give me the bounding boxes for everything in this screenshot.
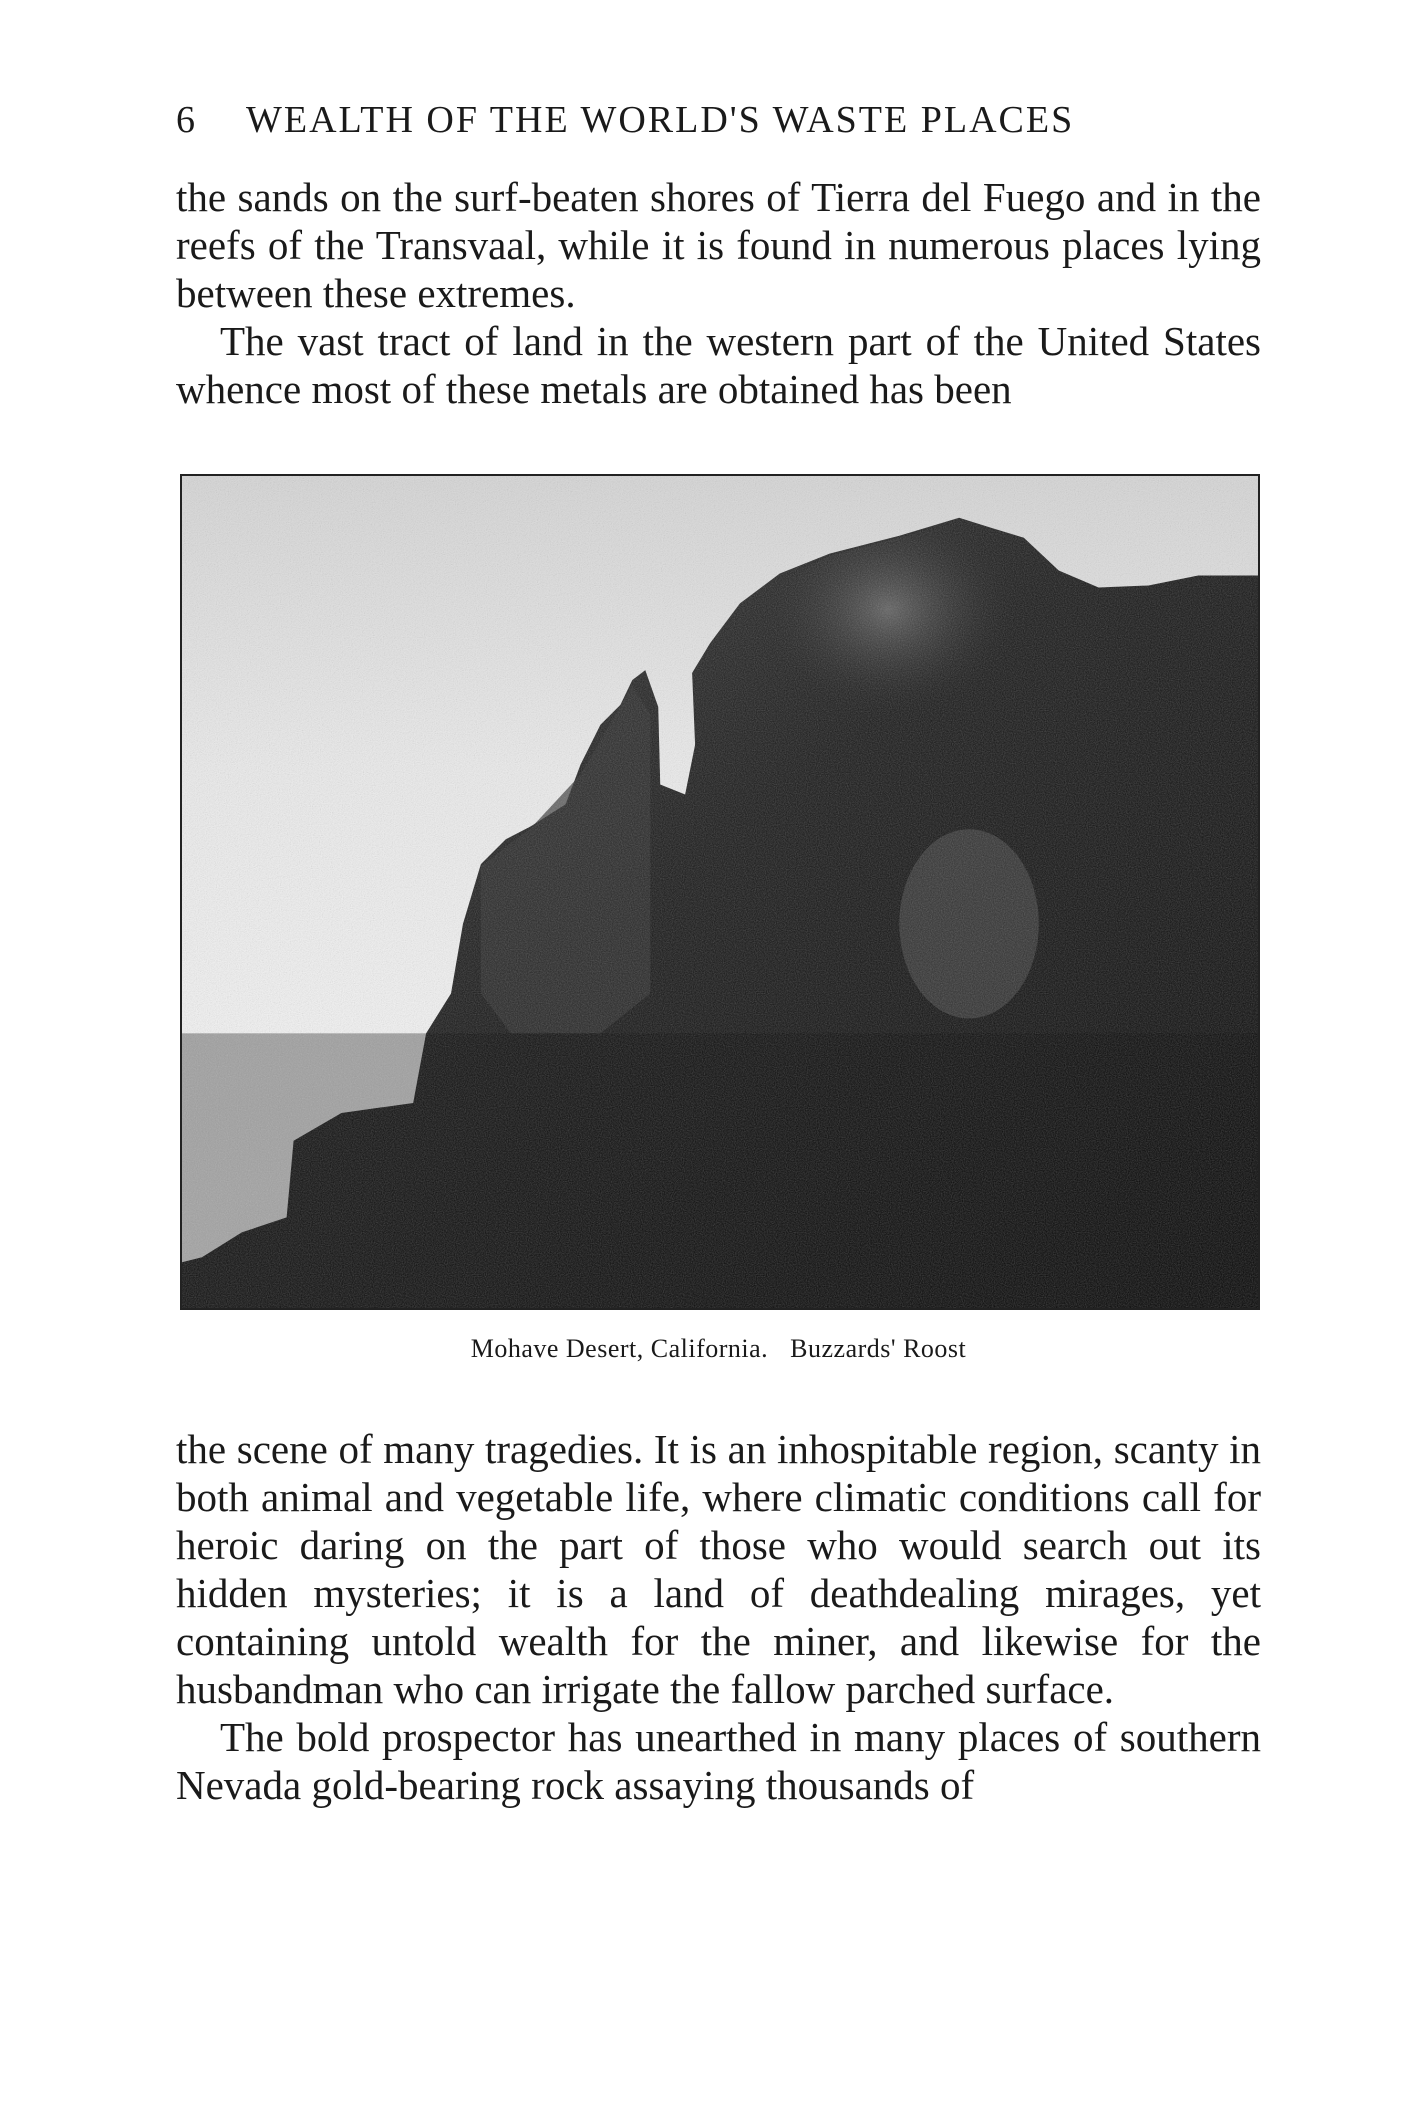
figure-caption bbox=[176, 1333, 1261, 1365]
page-number: 6 bbox=[176, 99, 197, 141]
halftone-grain bbox=[182, 476, 1258, 1308]
photograph-buzzards-roost bbox=[180, 474, 1260, 1310]
caption-place: Mohave Desert, California. bbox=[470, 1334, 769, 1363]
running-head bbox=[176, 96, 1266, 144]
paragraph: The vast tract of land in the western part of the United States whence most of these metals are obtained has been bbox=[176, 318, 1261, 412]
paragraph: the scene of many tragedies. It is an inhospitable region, scanty in both animal and vegetable life, where climatic conditions call for heroic daring on the part of those who would search out its hidden mysteries; it is a land of deathdealing mirages, yet containing untold wealth for the miner, and likewise for the husbandman who can irrigate the fallow parched surface. bbox=[176, 1426, 1261, 1712]
caption-title: Buzzards' Roost bbox=[790, 1334, 967, 1363]
running-title: WEALTH OF THE WORLD'S WASTE PLACES bbox=[246, 99, 1075, 141]
paragraph: the sands on the surf-beaten shores of Tierra del Fuego and in the reefs of the Transvaal, while it is found in numerous places lying between these extremes. bbox=[176, 174, 1261, 316]
rock-formation-photo bbox=[182, 476, 1258, 1308]
paragraph: The bold prospector has unearthed in many places of southern Nevada gold-bearing rock assaying thousands of bbox=[176, 1714, 1261, 1808]
text-block-bottom bbox=[176, 1425, 1261, 1809]
text-block-top bbox=[176, 173, 1261, 413]
